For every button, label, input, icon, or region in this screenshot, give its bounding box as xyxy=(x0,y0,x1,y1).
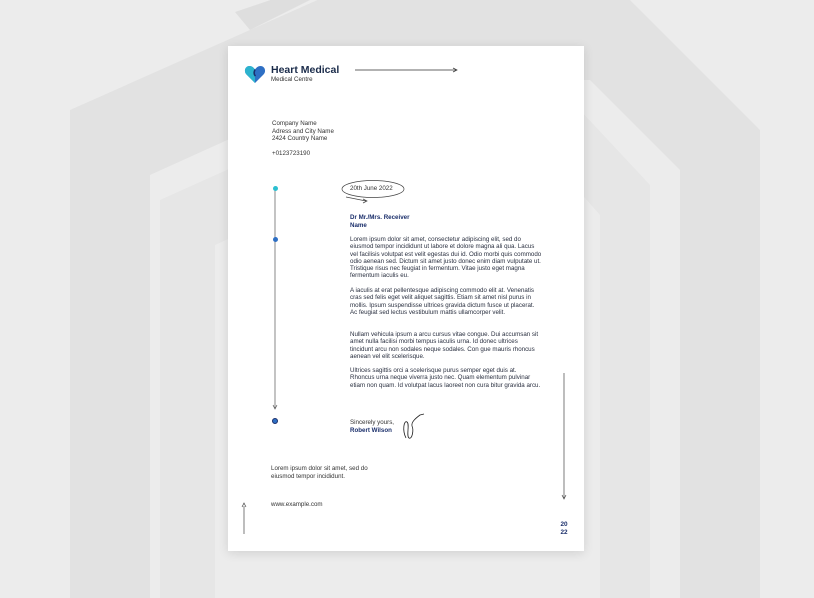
sender-phone: +0123723190 xyxy=(272,150,311,157)
letter-paragraph-4: Ultrices sagittis orci a scelerisque purus semper eget duis at. Rhoncus urna neque viverra justo nec. Quam elementum pulvinar etiam non quam. Id volutpat lacus laoreet non cura bitur gravida arcu. xyxy=(350,367,541,389)
sender-address: Adress and City Name xyxy=(272,127,334,135)
timeline-dot-teal xyxy=(273,186,278,191)
sender-company: Company Name xyxy=(272,120,317,127)
left-footer-arrow-line xyxy=(241,502,247,536)
year-bottom: 22 xyxy=(560,528,568,536)
footer-note-line1: Lorem ipsum dolor sit amet, sed do xyxy=(271,465,368,472)
signer-name: Robert Wilson xyxy=(350,426,392,434)
timeline-line xyxy=(272,186,278,426)
sender-country: 2424 Country Name xyxy=(272,135,328,142)
timeline-dot-end xyxy=(272,418,278,424)
letterhead-page xyxy=(228,46,584,551)
letter-paragraph-1: Lorem ipsum dolor sit amet, consectetur adipiscing elit, sed do eiusmod tempor incididunt ut labore et dolore magna ali qua. Lacus vel facilisis volutpat est velit egestas dui id. Odio morbi quis commodo odio aenean sed. Dictum sit amet justo donec enim diam vulputate ut. Tristique risus nec feugiat in fermentum. Vitae justo eget magna fermentum iaculis eu. xyxy=(350,236,542,280)
closing-text: Sincerely yours, xyxy=(350,419,395,426)
brand-subtitle: Medical Centre xyxy=(271,76,313,83)
header-arrow-line xyxy=(354,66,460,74)
right-arrow-line xyxy=(561,372,567,502)
brand-name: Heart Medical xyxy=(271,64,340,76)
receiver-name-line2: Name xyxy=(350,221,367,229)
receiver-name: Dr Mr./Mrs. Receiver xyxy=(350,214,410,221)
heart-logo-icon xyxy=(244,64,266,84)
signature-mark xyxy=(400,412,428,442)
year-top: 20 xyxy=(560,521,568,528)
footer-note-line2: eiusmod tempor incididunt. xyxy=(271,472,345,480)
letter-paragraph-2: A iaculis at erat pellentesque adipiscing commodo elit at. Venenatis cras sed felis eget velit aliquet sagittis. Etiam sit amet nisl purus in mollis. Ipsum suspendisse ultrices gravida dictum fusce ut placerat. Ac feugiat sed lectus vestibulum mattis ullamcorper velit. xyxy=(350,287,535,316)
letter-paragraph-3: Nullam vehicula ipsum a arcu cursus vitae congue. Dui accumsan sit amet nulla facilisi morbi tempus iaculis urna. Id donec ultrices tincidunt arcu non sodales neque sodales. Con gue mauris rhoncus aenean vel elit scelerisque. xyxy=(350,331,539,360)
timeline-dot-blue xyxy=(273,237,278,242)
footer-website[interactable]: www.example.com xyxy=(271,501,323,508)
letter-date: 20th June 2022 xyxy=(350,185,393,192)
